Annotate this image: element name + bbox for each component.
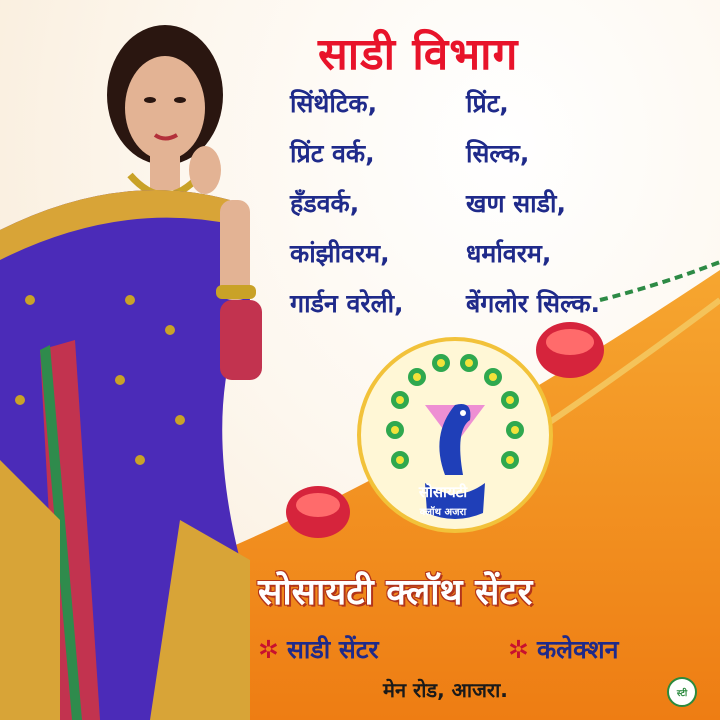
star-icon: ✲ bbox=[508, 635, 529, 664]
saree-type-item: गार्डन वरेली, bbox=[290, 289, 404, 318]
saree-type-item: धर्मावरम, bbox=[466, 239, 552, 268]
saree-type-item: प्रिंट, bbox=[466, 89, 509, 118]
section-title: साडी विभाग bbox=[318, 29, 519, 80]
tag-saree-center bbox=[258, 632, 379, 666]
saree-type-item: कांझीवरम, bbox=[290, 239, 390, 268]
tag-label: साडी सेंटर bbox=[286, 635, 379, 664]
saree-type-item: खण साडी, bbox=[466, 189, 566, 218]
star-icon: ✲ bbox=[258, 635, 279, 664]
shop-name: सोसायटी क्लॉथ सेंटर bbox=[258, 572, 533, 613]
logo-brand-subtitle: क्लॉथ अजरा bbox=[419, 507, 467, 518]
shop-address: मेन रोड, आजरा. bbox=[383, 678, 508, 702]
saree-type-item: प्रिंट वर्क, bbox=[290, 139, 375, 168]
tag-collection bbox=[508, 632, 619, 666]
logo-brand-name: सोसायटी bbox=[418, 483, 468, 501]
saree-type-item: बेंगलोर सिल्क. bbox=[466, 289, 601, 318]
saree-type-item: सिंथेटिक, bbox=[290, 89, 378, 118]
corner-badge-icon: स्टी bbox=[667, 677, 697, 707]
saree-type-item: हँडवर्क, bbox=[290, 189, 360, 218]
saree-type-item: सिल्क, bbox=[466, 139, 530, 168]
model-in-saree-image bbox=[0, 0, 300, 720]
tag-label: कलेक्शन bbox=[536, 635, 619, 664]
